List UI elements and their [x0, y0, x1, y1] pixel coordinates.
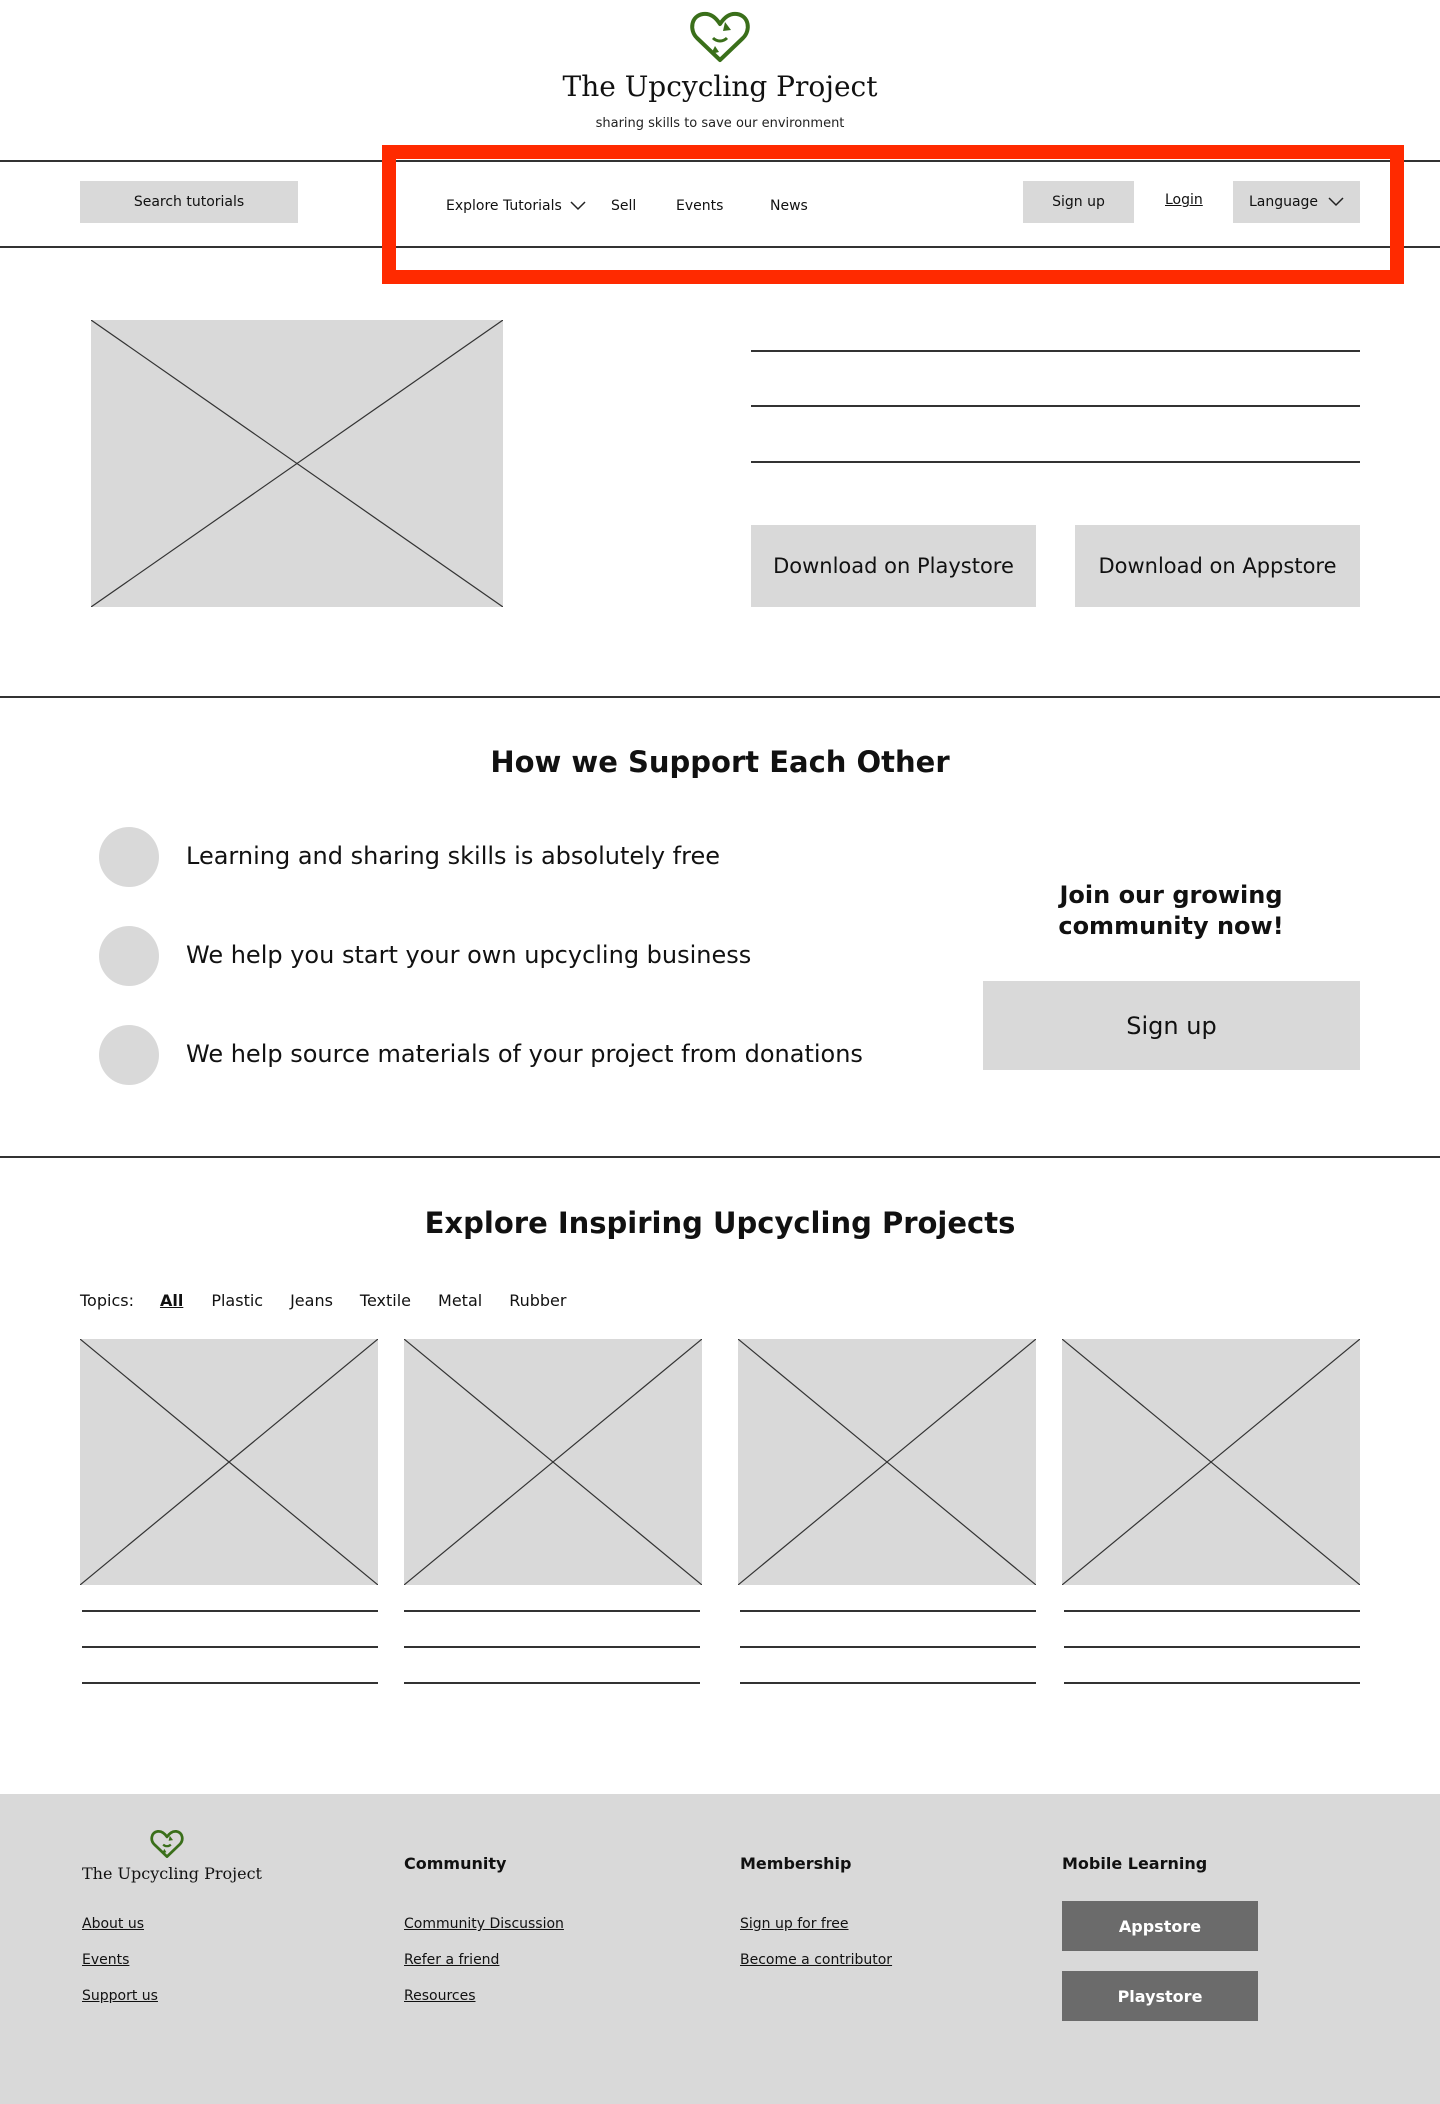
search-tutorials-button[interactable]: Search tutorials [80, 181, 298, 223]
card-text-line [404, 1646, 700, 1648]
card-text-line [82, 1646, 378, 1648]
join-community-text: Join our growing community now! [1058, 881, 1284, 940]
footer-link-community-discussion[interactable]: Community Discussion [404, 1916, 564, 1932]
feature-bullet-icon [99, 827, 159, 887]
footer-logo-icon [150, 1828, 184, 1860]
download-appstore-button[interactable]: Download on Appstore [1075, 525, 1360, 607]
topic-textile[interactable]: Textile [359, 1291, 412, 1310]
hero-text-line [751, 405, 1360, 407]
nav-news[interactable]: News [770, 198, 808, 214]
feature-text: We help source materials of your project from donations [186, 1040, 863, 1068]
card-text-line [404, 1682, 700, 1684]
footer-appstore-button[interactable]: Appstore [1062, 1901, 1258, 1951]
feature-text: Learning and sharing skills is absolutely free [186, 842, 720, 870]
footer-link-events[interactable]: Events [82, 1952, 130, 1968]
hero-image-placeholder [91, 320, 503, 607]
topic-metal[interactable]: Metal [438, 1291, 483, 1310]
download-playstore-button[interactable]: Download on Playstore [751, 525, 1036, 607]
section-divider [0, 1156, 1440, 1158]
footer-community-title: Community [404, 1854, 507, 1873]
footer-link-resources[interactable]: Resources [404, 1988, 476, 2004]
login-link[interactable]: Login [1165, 192, 1203, 208]
card-text-line [740, 1646, 1036, 1648]
topic-rubber[interactable]: Rubber [509, 1291, 567, 1310]
topics-filter [80, 1291, 566, 1310]
logo-heart-icon [689, 8, 751, 66]
hero-text-line [751, 461, 1360, 463]
footer-membership-title: Membership [740, 1854, 852, 1873]
nav-highlight-box [382, 145, 1404, 284]
footer-link-signup-free[interactable]: Sign up for free [740, 1916, 849, 1932]
footer-link-support[interactable]: Support us [82, 1988, 158, 2004]
signup-button[interactable]: Sign up [1023, 181, 1134, 223]
language-label: Language [1248, 194, 1319, 210]
card-text-line [1064, 1682, 1360, 1684]
project-card-image[interactable] [1062, 1339, 1360, 1585]
footer [0, 1794, 1440, 2104]
site-title: The Upcycling Project [562, 70, 878, 103]
footer-link-refer-friend[interactable]: Refer a friend [404, 1952, 500, 1968]
card-text-line [404, 1610, 700, 1612]
section-divider [0, 696, 1440, 698]
site-tagline: sharing skills to save our environment [595, 116, 845, 131]
card-text-line [82, 1610, 378, 1612]
topic-all[interactable]: All [159, 1291, 184, 1310]
card-text-line [1064, 1610, 1360, 1612]
topic-plastic[interactable]: Plastic [211, 1291, 264, 1310]
footer-brand: The Upcycling Project [82, 1864, 262, 1883]
card-text-line [1064, 1646, 1360, 1648]
support-section-title: How we Support Each Other [490, 745, 950, 779]
card-text-line [740, 1682, 1036, 1684]
nav-events[interactable]: Events [676, 198, 724, 214]
footer-mobile-title: Mobile Learning [1062, 1854, 1208, 1873]
nav-sell[interactable]: Sell [611, 198, 637, 214]
card-text-line [740, 1610, 1036, 1612]
footer-link-about[interactable]: About us [82, 1916, 145, 1932]
card-text-line [82, 1682, 378, 1684]
footer-link-become-contributor[interactable]: Become a contributor [740, 1952, 893, 1968]
feature-bullet-icon [99, 926, 159, 986]
project-card-image[interactable] [404, 1339, 702, 1585]
feature-bullet-icon [99, 1025, 159, 1085]
nav-explore-label: Explore Tutorials [446, 198, 562, 214]
project-card-image[interactable] [738, 1339, 1036, 1585]
project-card-image[interactable] [80, 1339, 378, 1585]
topic-jeans[interactable]: Jeans [290, 1291, 333, 1310]
feature-text: We help you start your own upcycling business [186, 941, 752, 969]
hero-text-line [751, 350, 1360, 352]
footer-playstore-button[interactable]: Playstore [1062, 1971, 1258, 2021]
community-signup-button[interactable]: Sign up [983, 981, 1360, 1070]
projects-section-title: Explore Inspiring Upcycling Projects [424, 1206, 1016, 1240]
topics-label: Topics: [80, 1291, 134, 1310]
